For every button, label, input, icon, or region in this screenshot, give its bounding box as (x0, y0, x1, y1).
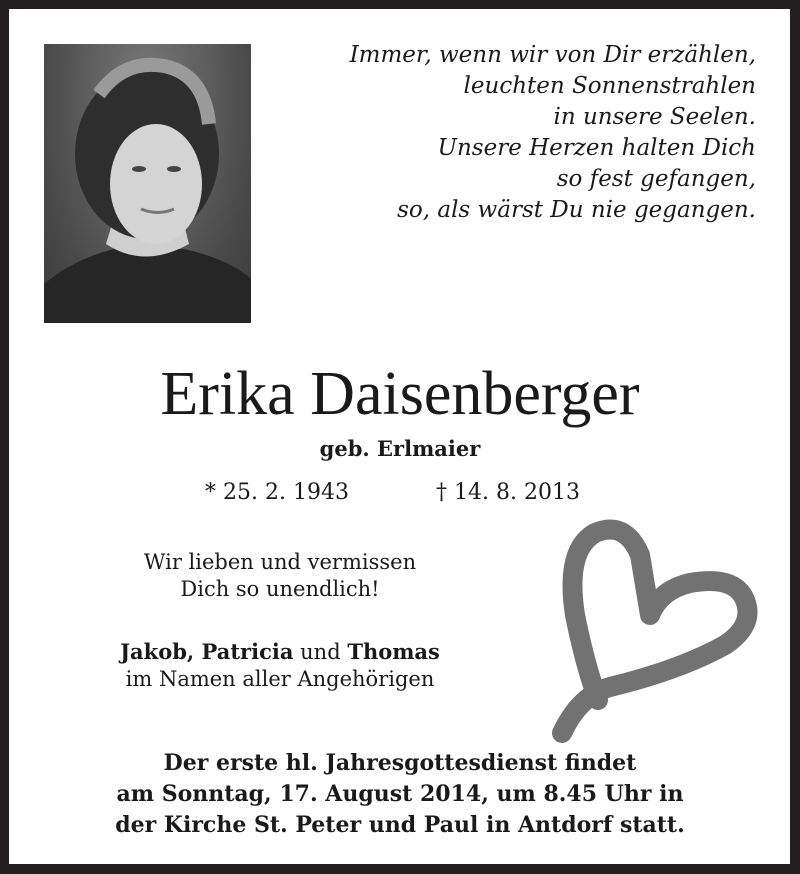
mourner-name: Thomas (347, 639, 440, 664)
heart-icon (540, 505, 780, 745)
poem-line: leuchten Sonnenstrahlen (463, 73, 756, 99)
deceased-name: Erika Daisenberger (160, 360, 640, 428)
poem-line: so fest gefangen, (556, 166, 756, 192)
poem-line: Immer, wenn wir von Dir erzählen, (349, 42, 756, 68)
birth-date: * 25. 2. 1943 (205, 480, 349, 505)
mourner-names (90, 638, 470, 666)
death-date: † 14. 8. 2013 (436, 480, 580, 505)
mourner-subline: im Namen aller Angehörigen (125, 667, 435, 691)
conjunction: und (293, 640, 348, 664)
poem-line: so, als wärst Du nie gegangen. (397, 197, 756, 223)
message-line: Dich so unendlich! (180, 577, 380, 601)
service-line: am Sonntag, 17. August 2014, um 8.45 Uhr in (116, 781, 684, 807)
service-line: Der erste hl. Jahresgottesdienst findet (163, 750, 637, 776)
poem-line: in unsere Seelen. (553, 104, 756, 130)
portrait-photo (44, 44, 251, 323)
birth-name: geb. Erlmaier (319, 436, 481, 461)
portrait-silhouette (44, 44, 251, 323)
poem-line: Unsere Herzen halten Dich (437, 135, 756, 161)
mourners (90, 638, 470, 693)
love-message (90, 549, 470, 603)
memorial-service-info (0, 748, 800, 841)
poem (350, 40, 756, 226)
service-line: der Kirche St. Peter und Paul in Antdorf statt. (115, 812, 685, 838)
message-line: Wir lieben und vermissen (143, 550, 417, 574)
mourner-name: Jakob, Patricia (120, 639, 294, 664)
